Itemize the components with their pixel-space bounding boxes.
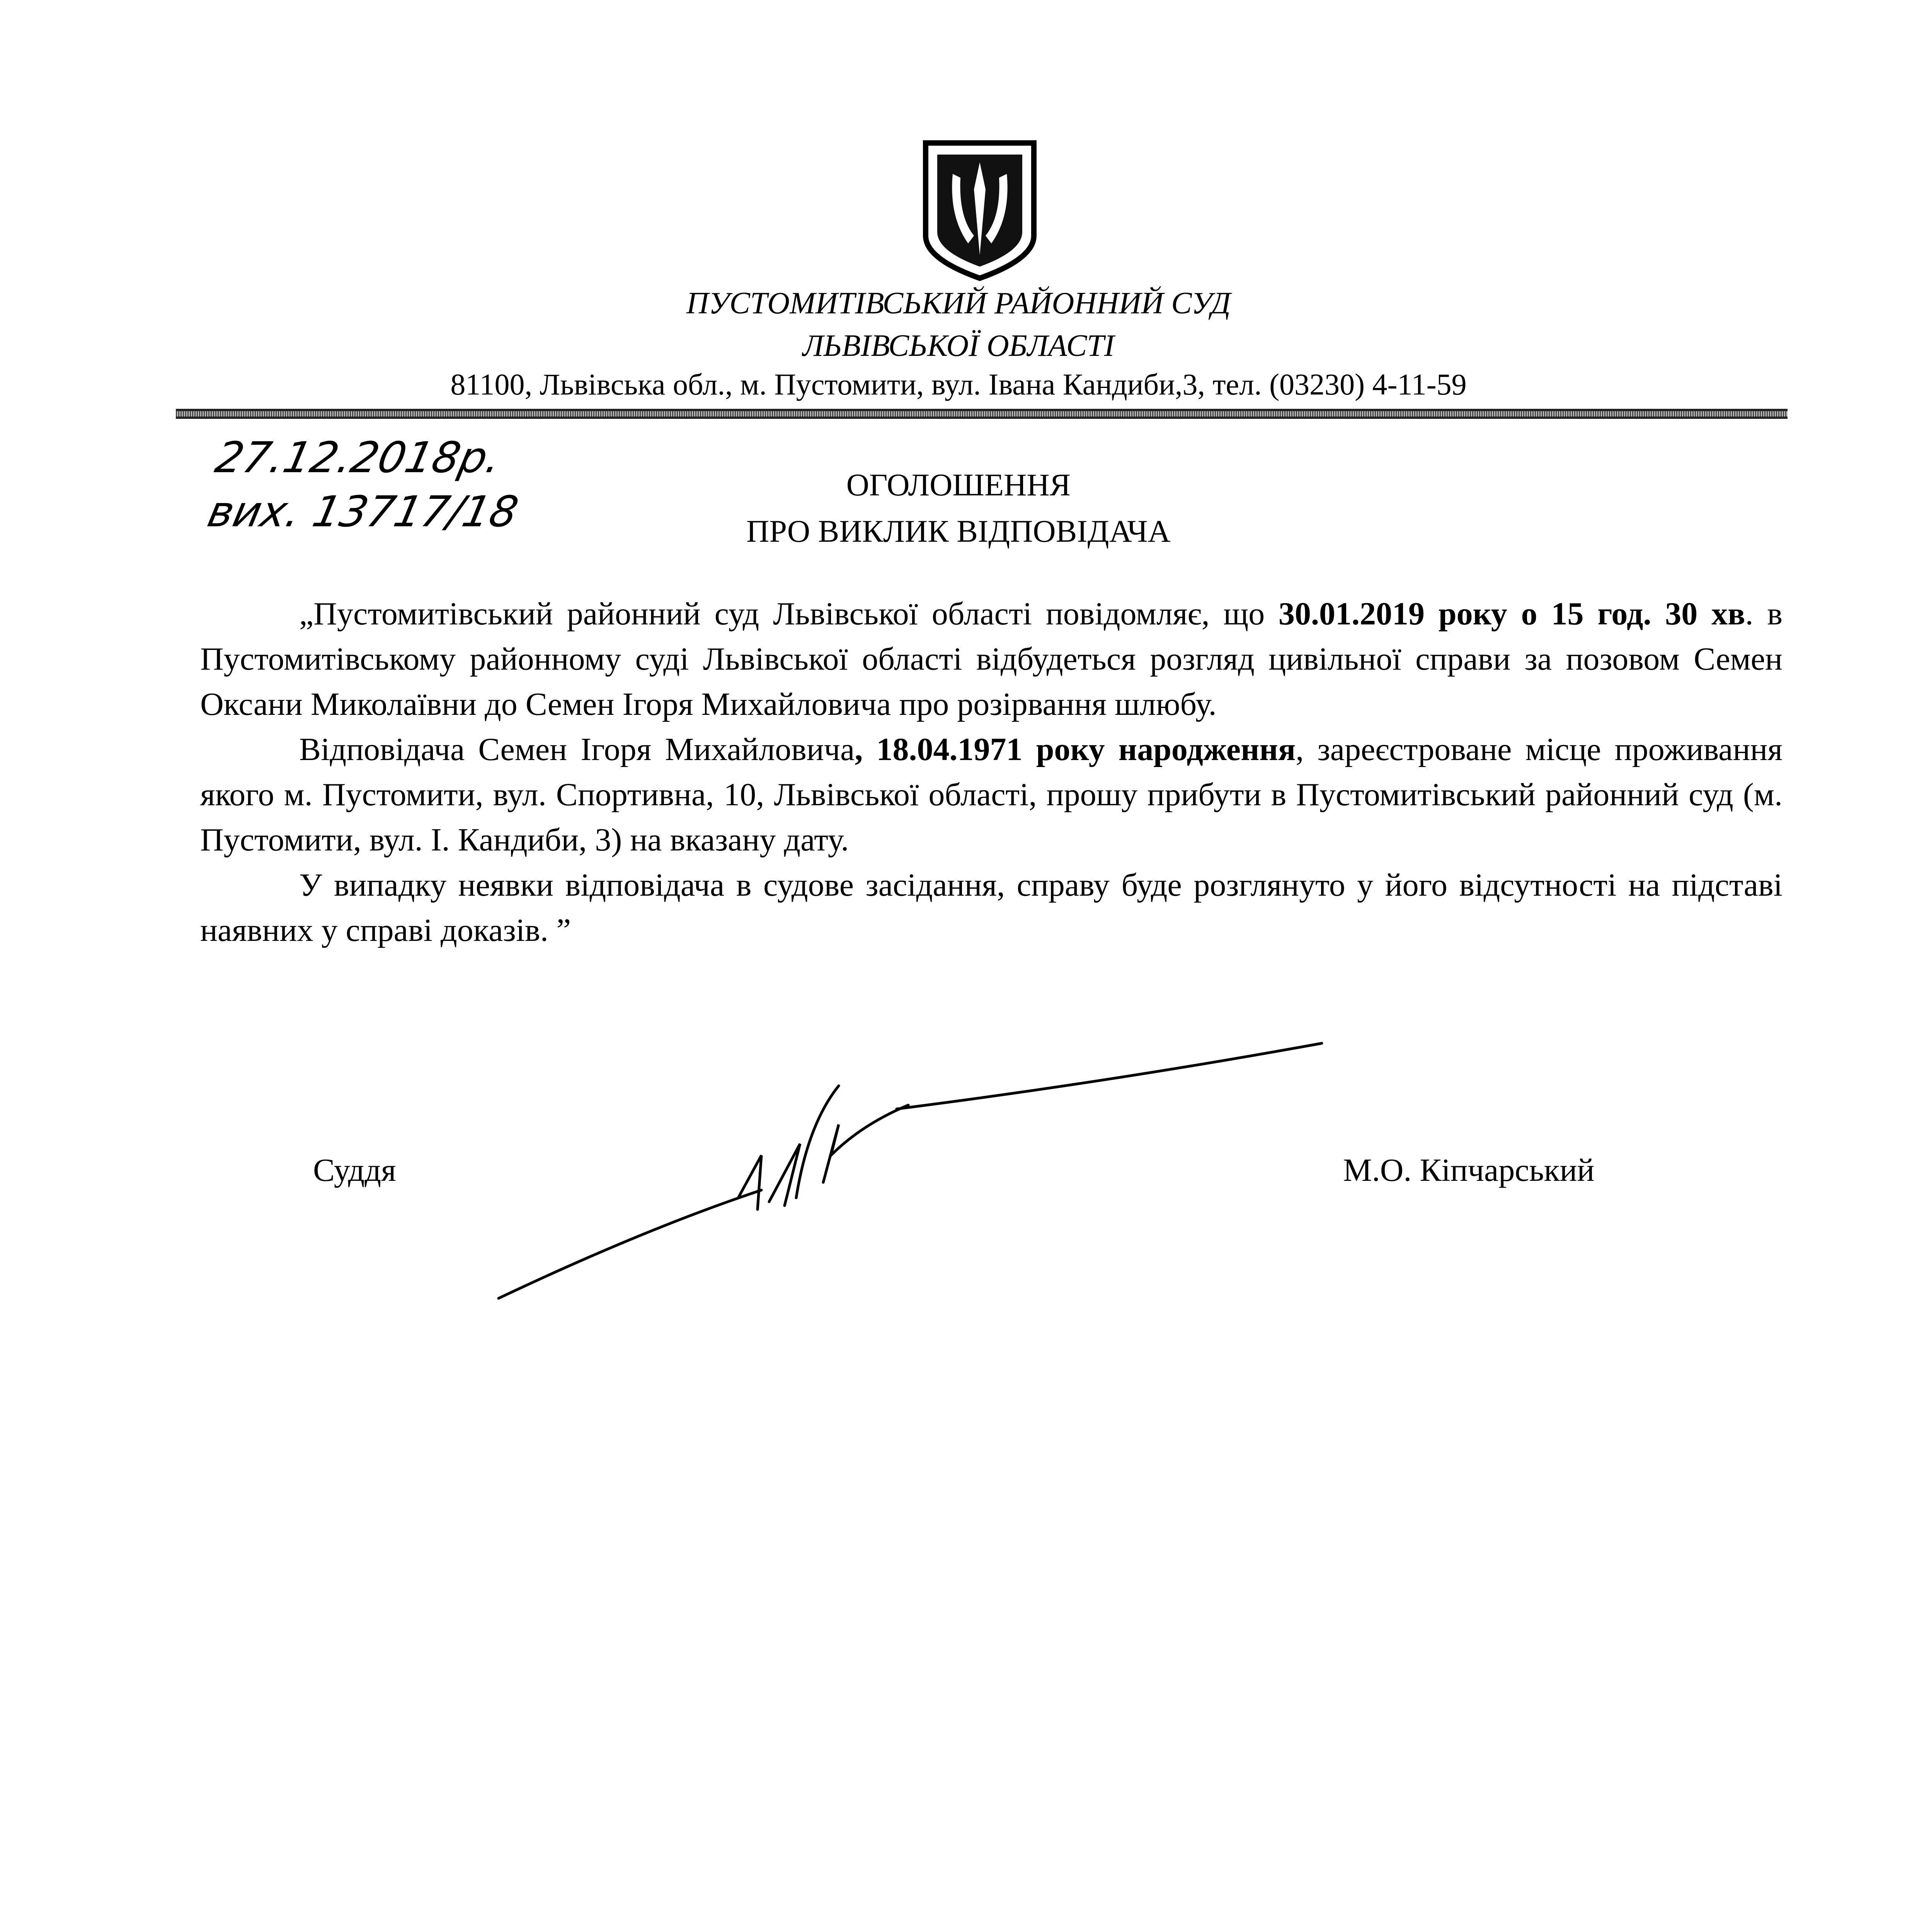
paragraph-hearing: „Пустомитівський районний суд Львівської області повідомляє, що 30.01.2019 року о 15 год. 30 хв. в Пустомитівському районному суді Львівської області відбудеться розгляд цивільної справи за позовом Семен Оксани Миколаївни до Семен Ігоря Михайловича про розірвання шлюбу. bbox=[200, 596, 1783, 722]
signature-role: Суддя bbox=[313, 1152, 396, 1188]
notice-body bbox=[200, 591, 1783, 953]
signature-name: М.О. Кіпчарський bbox=[1343, 1152, 1595, 1188]
court-name: ПУСТОМИТІВСЬКИЙ РАЙОННИЙ СУД bbox=[686, 286, 1231, 320]
doc-subtitle: ПРО ВИКЛИК ВІДПОВІДАЧА bbox=[746, 514, 1171, 549]
court-region: ЛЬВІВСЬКОЇ ОБЛАСТІ bbox=[802, 329, 1115, 363]
court-address: 81100, Львівська обл., м. Пустомити, вул. Івана Кандиби,3, тел. (03230) 4-11-59 bbox=[450, 367, 1467, 401]
handwritten-outgoing-number: вих. 13717/18 bbox=[203, 487, 523, 536]
handwritten-date: 27.12.2018р. bbox=[211, 433, 506, 482]
doc-title: ОГОЛОШЕННЯ bbox=[846, 467, 1071, 502]
handwritten-signature bbox=[491, 1028, 1341, 1314]
paragraph-summons: Відповідача Семен Ігоря Михайловича, 18.04.1971 року народження, зареєстроване місце проживання якого м. Пустомити, вул. Спортивна, 10, Львівської області, прошу прибути в Пустомитівський районний суд (м. Пустомити, вул. І. Кандиби, 3) на вказану дату. bbox=[200, 731, 1783, 858]
header-divider bbox=[176, 409, 1788, 419]
paragraph-absence: У випадку неявки відповідача в судове засідання, справу буде розглянуто у його відсутності на підставі наявних у справі доказів. ” bbox=[200, 867, 1783, 948]
coat-of-arms-icon bbox=[922, 139, 1038, 282]
